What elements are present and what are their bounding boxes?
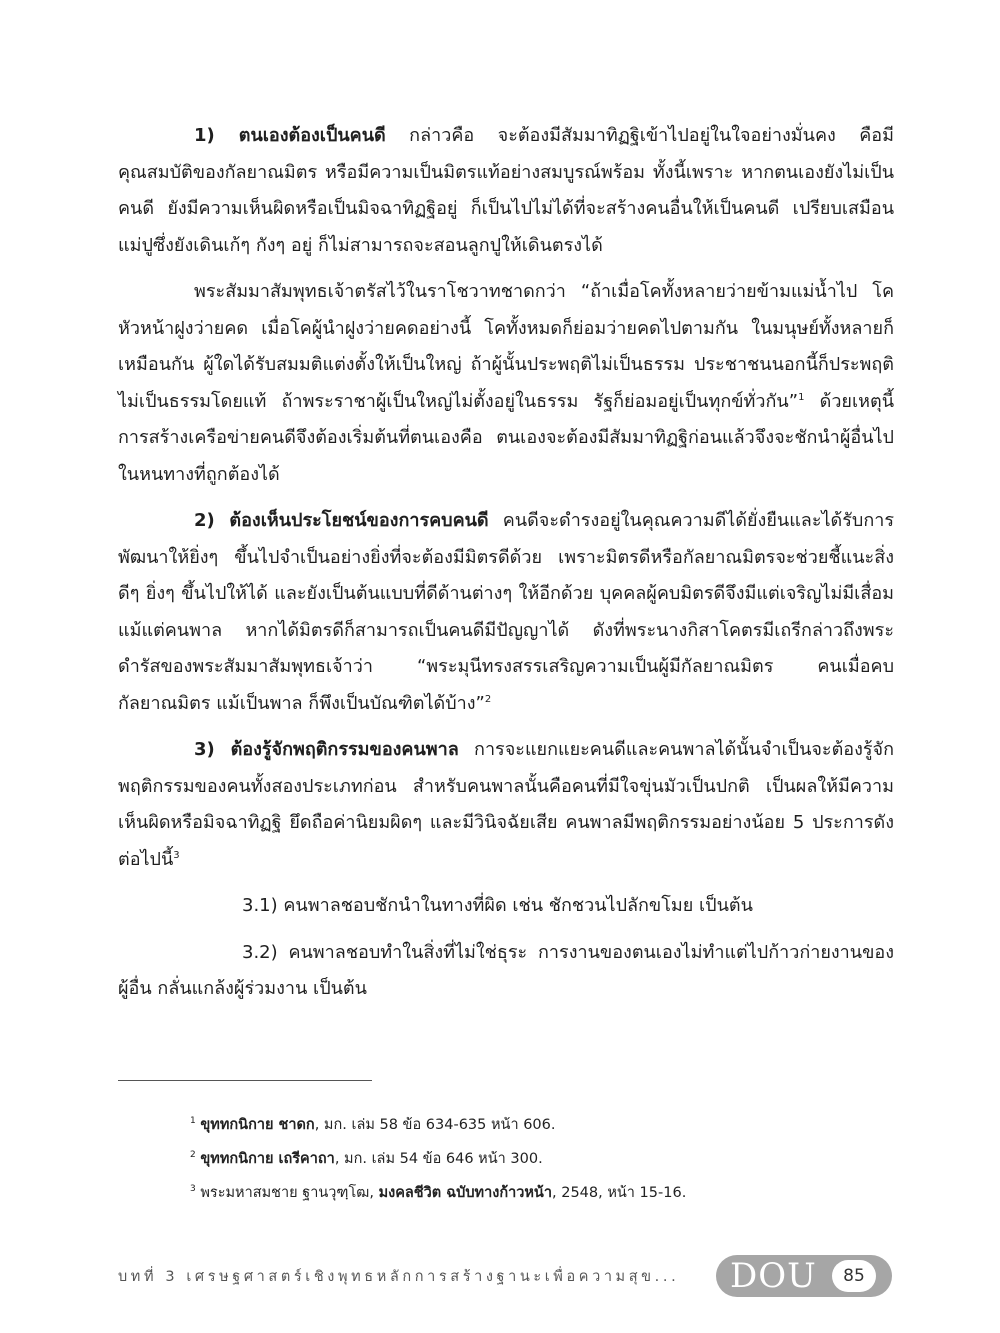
footnote-num: 1 (190, 1116, 196, 1127)
footnote-divider (118, 1080, 372, 1081)
footnote-num: 3 (190, 1184, 196, 1195)
paragraph-1-text: กล่าวคือ จะต้องมีสัมมาทิฏฐิเข้าไปอยู่ในใจอย่างมั่นคง คือมีคุณสมบัติของกัลยาณมิตร หรือมีความเป็นมิตรแท้อย่างสมบูรณ์พร้อม ทั้งนี้เพราะ หากตนเองยังไม่เป็นคนดี ยังมีความเห็นผิดหรือเป็นมิจฉาทิฏฐิอยู่ ก็เป็นไปไม่ได้ที่จะสร้างคนอื่นให้เป็นคนดี เปรียบเสมือนแม่ปูซึ่งยังเดินเก้ๆ กังๆ อยู่ ก็ไม่สามารถจะสอนลูกปูให้เดินตรงได้ (118, 125, 894, 256)
paragraph-1 (118, 118, 894, 264)
footnote-2 (190, 1142, 890, 1176)
paragraph-3 (118, 503, 894, 722)
paragraph-2 (118, 274, 894, 493)
footnotes (190, 1108, 890, 1210)
page-number: 85 (832, 1260, 876, 1292)
running-head: บทที่ 3 เศรษฐศาสตร์เชิงพุทธหลักการสร้างฐานะเพื่อความสุข... (118, 1269, 680, 1285)
paragraph-2-text-cont: ด้วยเหตุนี้การสร้างเครือข่ายคนดีจึงต้องเริ่มต้นที่ตนเองคือ ตนเองจะต้องมีสัมมาทิฏฐิก่อนแล้วจึงจะชักนำผู้อื่นไปในหนทางที่ถูกต้องได้ (118, 390, 894, 485)
footnote-source: มงคลชีวิต ฉบับทางก้าวหน้า (378, 1185, 552, 1201)
footnote-ref-1[interactable]: 1 (798, 391, 805, 403)
heading-good-self: 1) ตนเองต้องเป็นคนดี (194, 125, 386, 146)
paragraph-4 (118, 732, 894, 878)
dou-logo: DOU (730, 1256, 817, 1296)
footnote-detail: , 2548, หน้า 15-16. (552, 1185, 687, 1201)
heading-good-friends: 2) ต้องเห็นประโยชน์ของการคบคนดี (194, 510, 489, 531)
sub-item-3-2: 3.2) คนพาลชอบทำในสิ่งที่ไม่ใช่ธุระ การงานของตนเองไม่ทำแต่ไปก้าวก่ายงานของผู้อื่น กลั่นแกล้งผู้ร่วมงาน เป็นต้น (118, 941, 894, 999)
sub-item-3-1: 3.1) คนพาลชอบชักนำในทางที่ผิด เช่น ชักชวนไปลักขโมย เป็นต้น (242, 895, 753, 916)
page-footer (118, 1255, 898, 1297)
footnote-source: ขุททกนิกาย เถรีคาถา (200, 1151, 335, 1167)
footnote-prefix: พระมหาสมชาย ฐานวุฑฺโฒ, (200, 1185, 379, 1201)
heading-fool-behavior: 3) ต้องรู้จักพฤติกรรมของคนพาล (194, 739, 459, 760)
paragraph-3-text: คนดีจะดำรงอยู่ในคุณความดีได้ยั่งยืนและได้รับการพัฒนาให้ยิ่งๆ ขึ้นไปจำเป็นอย่างยิ่งที่จะต้องมีมิตรดีด้วย เพราะมิตรดีหรือกัลยาณมิตรจะช่วยชี้แนะสิ่งดีๆ ยิ่งๆ ขึ้นไปให้ได้ และยังเป็นต้นแบบที่ดีด้านต่างๆ ให้อีกด้วย บุคคลผู้คบมิตรดีจึงมีแต่เจริญไม่มีเสื่อม แม้แต่คนพาล หากได้มิตรดีก็สามารถเป็นคนดีมีปัญญาได้ ดังที่พระนางกิสาโคตรมีเถรีกล่าวถึงพระดำรัสของพระสัมมาสัมพุทธเจ้าว่า “พระมุนีทรงสรรเสริญความเป็นผู้มีกัลยาณมิตร คนเมื่อคบกัลยาณมิตร แม้เป็นพาล ก็พึงเป็นบัณฑิตได้บ้าง” (118, 510, 894, 714)
footnote-1 (190, 1108, 890, 1142)
dou-badge (716, 1255, 892, 1297)
footnote-3 (190, 1176, 890, 1210)
paragraph-2-text: พระสัมมาสัมพุทธเจ้าตรัสไว้ในราโชวาทชาดกว่า “ถ้าเมื่อโคทั้งหลายว่ายข้ามแม่น้ำไป โคหัวหน้าฝูงว่ายคด เมื่อโคผู้นำฝูงว่ายคดอย่างนี้ โคทั้งหมดก็ย่อมว่ายคดไปตามกัน ในมนุษย์ทั้งหลายก็เหมือนกัน ผู้ใดได้รับสมมติแต่งตั้งให้เป็นใหญ่ ถ้าผู้นั้นประพฤติไม่เป็นธรรม ประชาชนนอกนี้ก็ประพฤติไม่เป็นธรรมโดยแท้ ถ้าพระราชาผู้เป็นใหญ่ไม่ตั้งอยู่ในธรรม รัฐก็ย่อมอยู่เป็นทุกข์ทั่วกัน” (118, 281, 894, 412)
footnote-source: ขุททกนิกาย ชาดก (200, 1117, 315, 1133)
footnote-detail: , มก. เล่ม 58 ข้อ 634-635 หน้า 606. (314, 1117, 556, 1133)
body-text (118, 118, 894, 1018)
footnote-num: 2 (190, 1150, 196, 1161)
footnote-detail: , มก. เล่ม 54 ข้อ 646 หน้า 300. (334, 1151, 543, 1167)
footnote-ref-2[interactable]: 2 (484, 693, 492, 705)
footnote-ref-3[interactable]: 3 (173, 849, 180, 861)
paragraph-4-text: การจะแยกแยะคนดีและคนพาลได้นั้นจำเป็นจะต้องรู้จักพฤติกรรมของคนทั้งสองประเภทก่อน สำหรับคนพาลนั้นคือคนที่มีใจขุ่นมัวเป็นปกติ เป็นผลให้มีความเห็นผิดหรือมิจฉาทิฏฐิ ยึดถือค่านิยมผิดๆ และมีวินิจฉัยเสีย คนพาลมีพฤติกรรมอย่างน้อย 5 ประการดังต่อไปนี้ (118, 739, 894, 870)
